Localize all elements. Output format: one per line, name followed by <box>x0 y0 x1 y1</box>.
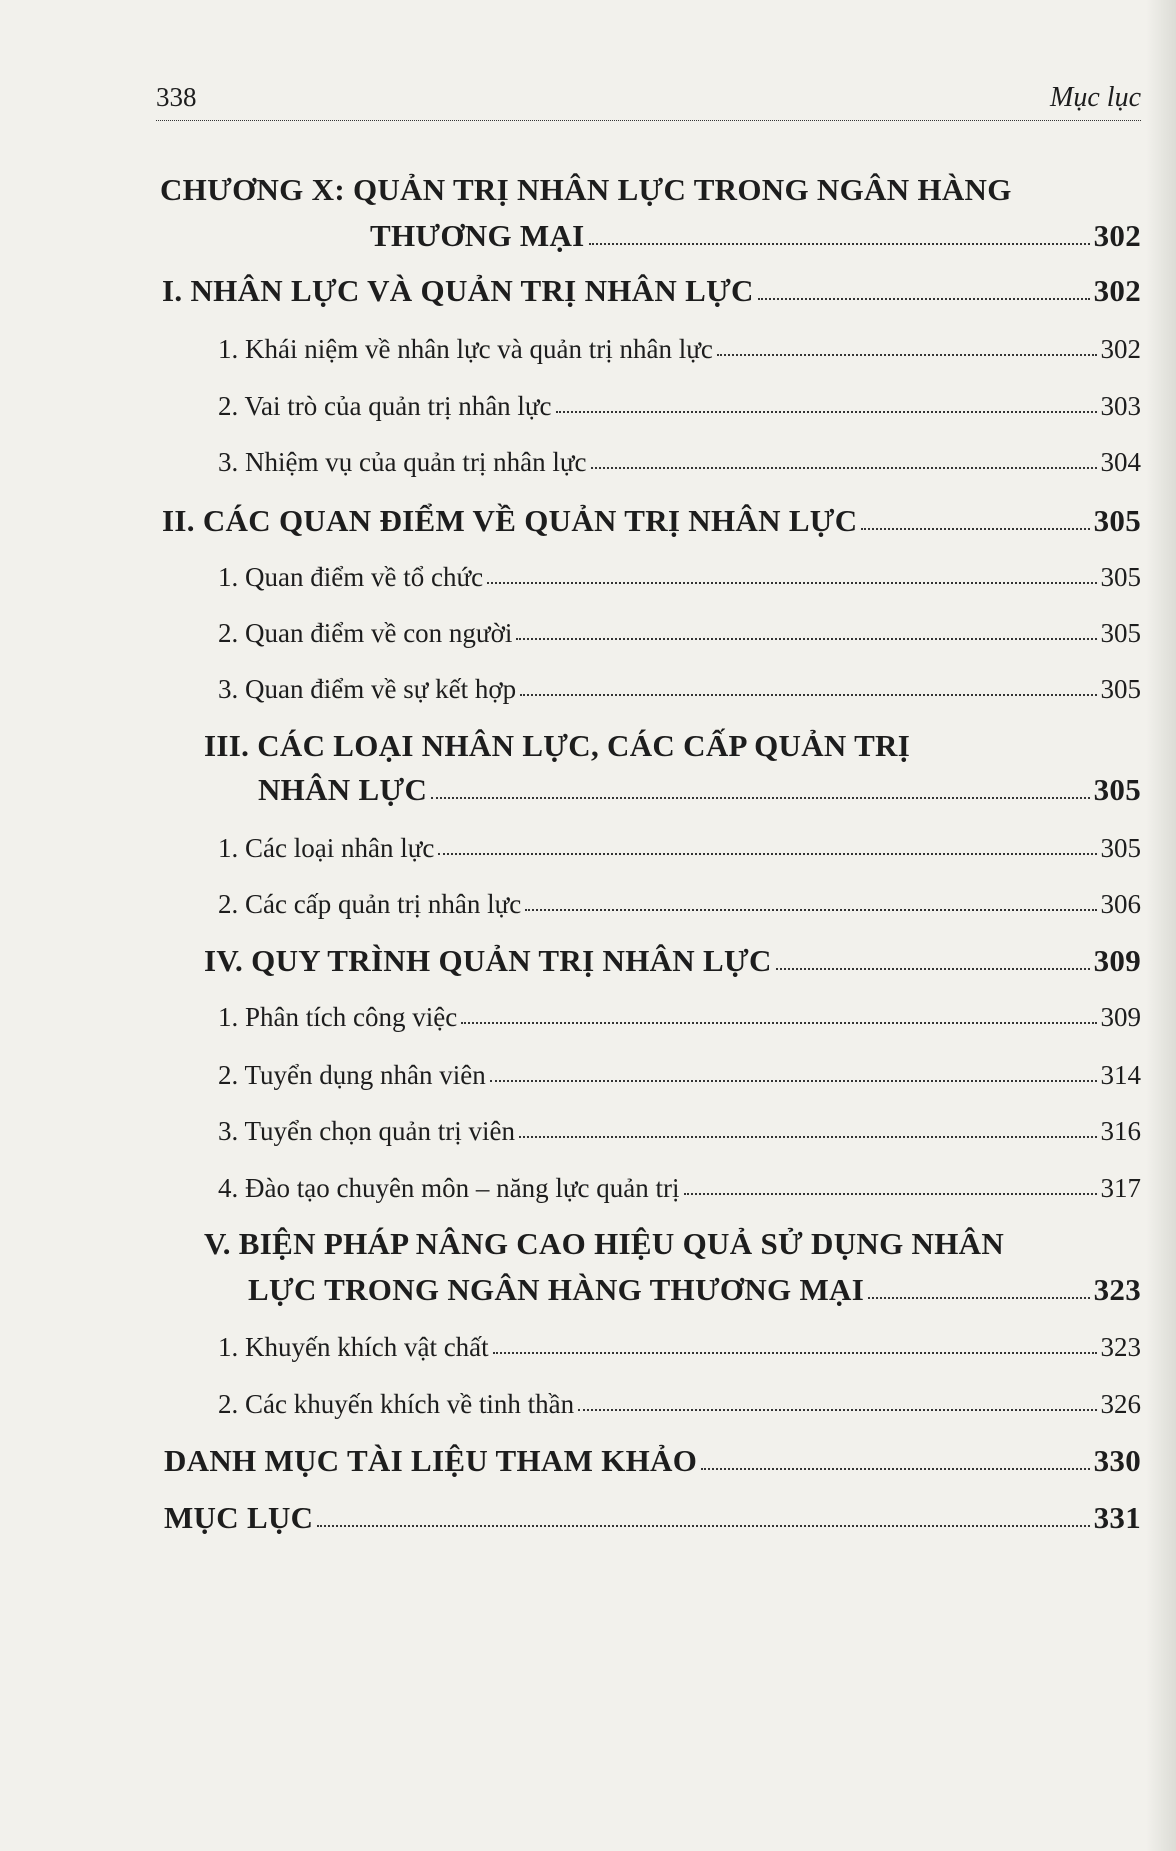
page-ref: 305 <box>1093 772 1141 807</box>
toc-entry <box>218 334 1141 365</box>
toc-entry <box>218 1002 1141 1033</box>
leader-dots <box>701 1467 1089 1470</box>
toc-entry <box>218 618 1141 649</box>
toc-entry <box>218 674 1141 705</box>
page-ref: 303 <box>1100 391 1141 421</box>
section-title: DANH MỤC TÀI LIỆU THAM KHẢO <box>164 1443 698 1478</box>
toc-entry-section-1 <box>162 273 1141 309</box>
section-5-title-line1: V. BIỆN PHÁP NÂNG CAO HIỆU QUẢ SỬ DỤNG NHÂN <box>204 1226 1005 1261</box>
leader-dots <box>519 1135 1097 1138</box>
page-ref: 314 <box>1100 1060 1141 1090</box>
page-ref: 330 <box>1093 1443 1141 1478</box>
toc-entry <box>218 833 1141 864</box>
page-ref: 317 <box>1100 1173 1141 1203</box>
section-3-title-line1: III. CÁC LOẠI NHÂN LỰC, CÁC CẤP QUẢN TRỊ <box>204 728 911 763</box>
leader-dots <box>861 527 1089 530</box>
entry-title: 2. Các cấp quản trị nhân lực <box>218 889 522 919</box>
leader-dots <box>556 410 1097 413</box>
page-ref: 309 <box>1093 943 1141 978</box>
toc-entry <box>218 1389 1141 1420</box>
chapter-title-line2: THƯƠNG MẠI <box>370 218 585 253</box>
leader-dots <box>317 1524 1089 1527</box>
page-ref: 331 <box>1093 1500 1141 1535</box>
leader-dots <box>717 353 1097 356</box>
page-ref: 305 <box>1100 674 1141 704</box>
leader-dots <box>487 581 1096 584</box>
entry-title: 1. Phân tích công việc <box>218 1002 458 1032</box>
toc-entry-contents <box>164 1500 1141 1536</box>
section-title: I. NHÂN LỰC VÀ QUẢN TRỊ NHÂN LỰC <box>162 273 754 308</box>
toc-entry <box>218 562 1141 593</box>
section-3-title-line2: NHÂN LỰC <box>258 772 428 807</box>
page-ref: 305 <box>1100 618 1141 648</box>
entry-title: 1. Các loại nhân lực <box>218 833 435 863</box>
entry-title: 3. Quan điểm về sự kết hợp <box>218 674 517 704</box>
leader-dots <box>578 1408 1096 1411</box>
section-title: MỤC LỤC <box>164 1500 314 1535</box>
entry-title: 4. Đào tạo chuyên môn – năng lực quản trị <box>218 1173 680 1203</box>
toc-entry-section-2 <box>162 503 1141 539</box>
leader-dots <box>516 637 1096 640</box>
toc-entry <box>218 1173 1141 1204</box>
entry-title: 2. Quan điểm về con người <box>218 618 513 648</box>
toc-entry-references <box>164 1443 1141 1479</box>
entry-title: 2. Các khuyến khích về tinh thần <box>218 1389 575 1419</box>
toc-entry-section-3 <box>258 772 1141 808</box>
entry-title: 1. Quan điểm về tổ chức <box>218 562 484 592</box>
leader-dots <box>684 1192 1097 1195</box>
page-ref: 316 <box>1100 1116 1141 1146</box>
toc-entry <box>218 1332 1141 1363</box>
section-5-title-line2: LỰC TRONG NGÂN HÀNG THƯƠNG MẠI <box>248 1272 865 1307</box>
entry-title: 1. Khuyến khích vật chất <box>218 1332 489 1362</box>
section-title: II. CÁC QUAN ĐIỂM VỀ QUẢN TRỊ NHÂN LỰC <box>162 503 858 538</box>
chapter-title-line1: CHƯƠNG X: QUẢN TRỊ NHÂN LỰC TRONG NGÂN HÀNG <box>160 172 1012 207</box>
entry-title: 1. Khái niệm về nhân lực và quản trị nhân lực <box>218 334 713 364</box>
leader-dots <box>591 466 1097 469</box>
leader-dots <box>461 1021 1096 1024</box>
page-ref: 323 <box>1100 1332 1141 1362</box>
page-ref: 309 <box>1100 1002 1141 1032</box>
leader-dots <box>589 242 1090 245</box>
page-ref: 326 <box>1100 1389 1141 1419</box>
section-title: IV. QUY TRÌNH QUẢN TRỊ NHÂN LỰC <box>204 943 772 978</box>
page-ref: 305 <box>1100 833 1141 863</box>
toc-entry <box>218 889 1141 920</box>
page-ref: 306 <box>1100 889 1141 919</box>
leader-dots <box>758 297 1090 300</box>
running-title: Mục lục <box>1050 82 1141 113</box>
page-ref: 302 <box>1093 273 1141 308</box>
toc-entry <box>218 447 1141 478</box>
toc-entry <box>218 1116 1141 1147</box>
entry-title: 3. Tuyển chọn quản trị viên <box>218 1116 515 1146</box>
leader-dots <box>525 908 1096 911</box>
toc-entry <box>218 1060 1141 1091</box>
entry-title: 2. Vai trò của quản trị nhân lực <box>218 391 552 421</box>
entry-title: 3. Nhiệm vụ của quản trị nhân lực <box>218 447 587 477</box>
page-ref: 305 <box>1100 562 1141 592</box>
leader-dots <box>438 852 1096 855</box>
page-ref: 323 <box>1093 1272 1141 1307</box>
leader-dots <box>520 693 1096 696</box>
leader-dots <box>490 1079 1097 1082</box>
page-number: 338 <box>156 82 197 112</box>
toc-entry-section-5 <box>248 1272 1141 1308</box>
leader-dots <box>776 967 1090 970</box>
toc-entry-chapter-x <box>370 218 1141 254</box>
leader-dots <box>431 796 1089 799</box>
page-ref: 304 <box>1100 447 1141 477</box>
page-ref: 305 <box>1093 503 1141 538</box>
entry-title: 2. Tuyển dụng nhân viên <box>218 1060 486 1090</box>
leader-dots <box>868 1296 1089 1299</box>
page-ref: 302 <box>1093 218 1141 253</box>
toc-entry <box>218 391 1141 422</box>
page-ref: 302 <box>1100 334 1141 364</box>
leader-dots <box>493 1351 1097 1354</box>
toc-entry-section-4 <box>204 943 1141 979</box>
